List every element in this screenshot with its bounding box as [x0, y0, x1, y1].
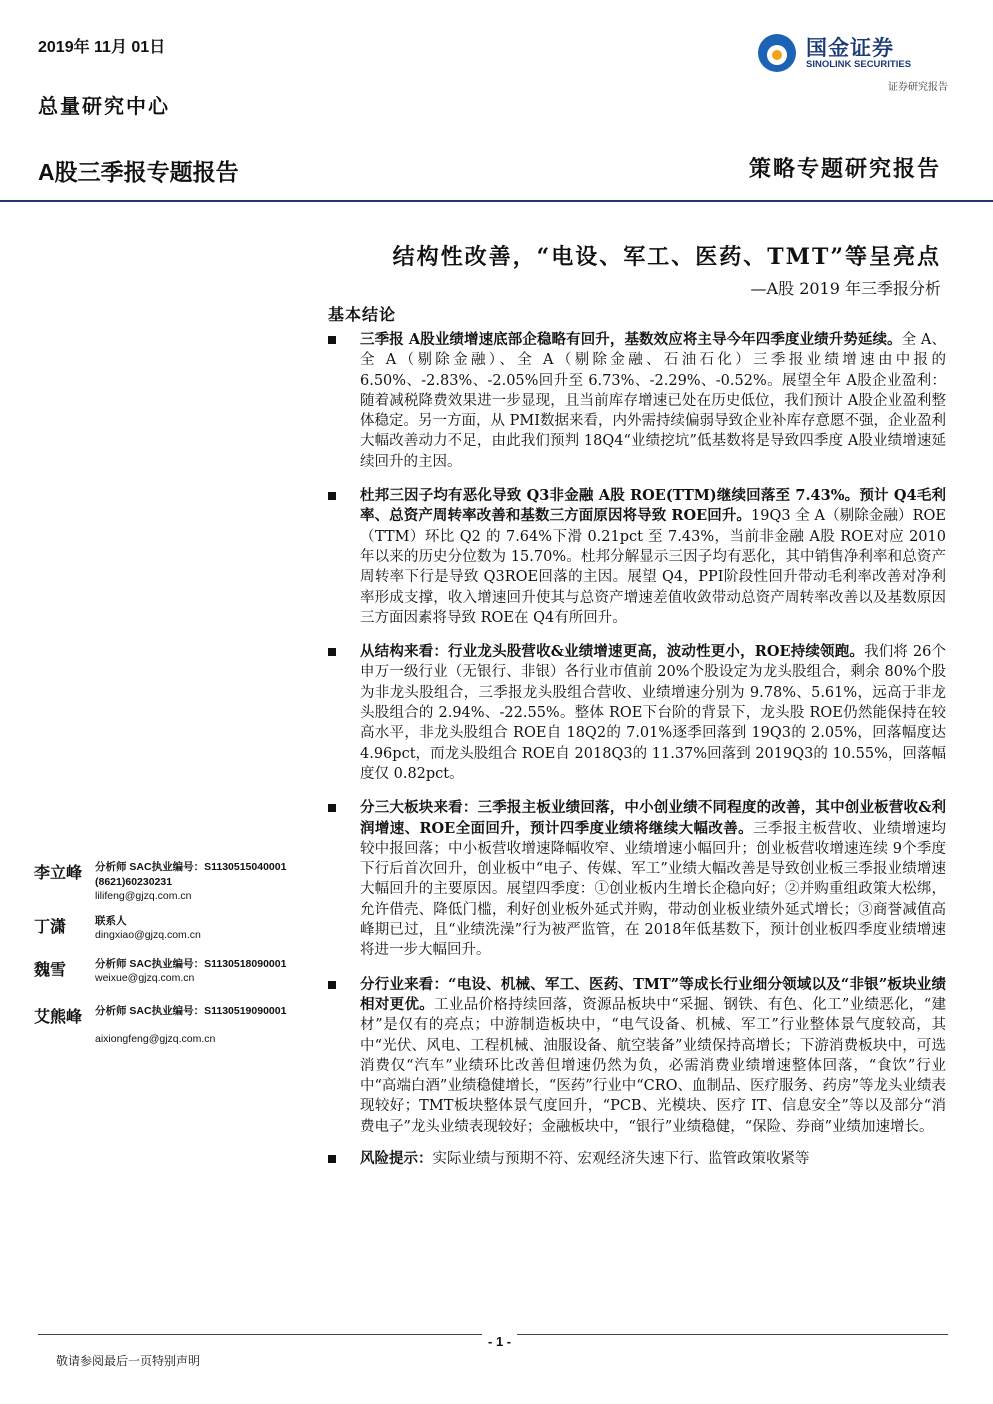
logo-name-cn: 国金证券	[806, 37, 894, 60]
analyst-email[interactable]: weixue@gjzq.com.cn	[95, 972, 195, 984]
analyst-role: 分析师 SAC执业编号：S1130519090001	[95, 1004, 287, 1017]
analyst-card	[34, 860, 314, 904]
analyst-phone: (8621)60230231	[95, 875, 173, 888]
analyst-list	[34, 860, 314, 1053]
list-item	[328, 486, 946, 628]
bullet-lead: 分行业来看：“电设、机械、军工、医药、TMT”等成长行业细分领域以及“非银”板块业绩相对更优。	[360, 975, 946, 1013]
headline: 结构性改善，“电设、军工、医药、TMT”等呈亮点	[392, 244, 941, 270]
bullet-square-icon	[328, 336, 336, 344]
analyst-role: 分析师 SAC执业编号：S1130515040001	[95, 861, 287, 873]
list-item	[328, 330, 946, 472]
analyst-card	[34, 914, 314, 943]
page-number: - 1 -	[482, 1334, 517, 1349]
company-logo	[758, 32, 948, 94]
bullet-square-icon	[328, 648, 336, 656]
analyst-card	[34, 957, 314, 986]
header-divider	[0, 200, 993, 202]
analyst-email[interactable]: aixiongfeng@gjzq.com.cn	[95, 1033, 216, 1045]
analyst-role: 分析师 SAC执业编号：S1130518090001	[95, 957, 287, 970]
bullet-text: 我们将 26个申万一级行业（无银行、非银）各行业市值前 20%个股设定为龙头股组合，剩余 80%个股为非龙头股组合，三季报龙头股组合营收、业绩增速分别为 9.78%、5.61%，远高于非龙头股组合的 2.94%、-22.55%。整体 ROE下台阶的背景下，龙头股 ROE仍然能保持在较高水平，非龙头股组合 ROE自 18Q2的 7.01%逐季回落到 19Q3的 2.05%，回落幅度达 4.96pct，而龙头股组合 ROE自 2018Q3的 11.37%回落到 2019Q3的 10.55%，回落幅度仅 0.82pct。	[360, 644, 946, 782]
list-item	[328, 798, 946, 960]
bullet-lead: 杜邦三因子均有恶化导致 Q3非金融 A股 ROE(TTM)继续回落至 7.43%。预计 Q4毛利率、总资产周转率改善和基数三方面原因将导致 ROE回升。	[360, 487, 946, 525]
logo-mark-icon	[758, 34, 796, 72]
report-type: 策略专题研究报告	[748, 156, 941, 182]
list-item	[328, 975, 946, 1137]
research-center: 总量研究中心	[38, 94, 170, 118]
bullet-lead: 风险提示：	[360, 1149, 433, 1167]
analyst-card	[34, 1004, 314, 1047]
analyst-name: 丁潇	[34, 916, 67, 936]
bullet-square-icon	[328, 981, 336, 989]
logo-name-en: SINOLINK SECURITIES	[806, 59, 912, 70]
footer-disclaimer-note: 敬请参阅最后一页特别声明	[56, 1354, 201, 1368]
analyst-name: 魏雪	[34, 959, 67, 979]
bullet-square-icon	[328, 1155, 336, 1163]
bullet-square-icon	[328, 804, 336, 812]
bullet-lead: 分三大板块来看：三季报主板业绩回落，中小创业绩不同程度的改善，其中创业板营收&利润增速、ROE全面回升，预计四季度业绩将继续大幅改善。	[360, 799, 946, 837]
logo-subtitle: 证券研究报告	[888, 82, 948, 93]
report-date: 2019年 11月 01日	[38, 39, 166, 56]
list-item	[328, 642, 946, 784]
bullet-lead: 三季报 A股业绩增速底部企稳略有回升，基数效应将主导今年四季度业绩升势延续。	[360, 331, 902, 348]
bullet-text: 19Q3 全 A（剔除金融）ROE（TTM）环比 Q2 的 7.64%下滑 0.21pct 至 7.43%，当前非金融 A股 ROE对应 2010年以来的历史分位数为 15.70%。杜邦分解显示三因子均有恶化，其中销售净利率和总资产周转率下行是导致 Q3ROE回落的主因。展望 Q4，PPI阶段性回升带动毛利率改善对净利率形成支撑，收入增速回升使其与总资产增速差值收敛带动总资产周转率改善以及基数原因三方面因素将导致 ROE在 Q4有所回升。	[360, 508, 946, 626]
conclusion-list	[328, 330, 946, 1169]
section-title: 基本结论	[328, 305, 397, 324]
analyst-email[interactable]: lilifeng@gjzq.com.cn	[95, 890, 192, 902]
report-title: A股三季报专题报告	[38, 159, 239, 185]
bullet-text: 实际业绩与预期不符、宏观经济失速下行、监管政策收紧等	[432, 1150, 810, 1167]
bullet-text: 全 A、全 A（剔除金融）、全 A（剔除金融、石油石化）三季报业绩增速由中报的 6.50%、-2.83%、-2.05%回升至 6.73%、-2.29%、-0.52%。展望全年 A股企业盈利：随着减税降费效果进一步显现，且当前库存增速已处在历史低位，我们预计 A股企业盈利整体稳定。另一方面，从 PMI数据来看，内外需持续偏弱导致企业补库存意愿不强，企业盈利大幅改善动力不足，由此我们预判 18Q4“业绩挖坑”低基数将是导致四季度 A股业绩增速延续回升的主因。	[360, 332, 946, 470]
analyst-name: 李立峰	[34, 863, 83, 882]
subheadline: —A股 2019 年三季报分析	[750, 279, 941, 298]
list-item	[328, 1149, 946, 1169]
bullet-text: 三季报主板营收、业绩增速均较中报回落；中小板营收增速降幅收窄、业绩增速小幅回升；创业板营收增速连续 9个季度下行后首次回升，创业板中“电子、传媒、军工”业绩大幅改善是导致创业板三季报业绩增速大幅回升的主要原因。展望四季度：①创业板内生增长企稳向好；②并购重组政策大松绑，允许借壳、降低门槛，利好创业板外延式并购，带动创业板业绩外延式增长；③商誉减值高峰期已过，且“业绩洗澡”行为被严监管，在 2018年低基数下，预计创业板四季度业绩增速将进一步大幅回升。	[360, 820, 947, 959]
analyst-role: 联系人	[95, 914, 127, 927]
bullet-text: 工业品价格持续回落，资源品板块中“采掘、钢铁、有色、化工”业绩恶化，“建材”是仅有的亮点；中游制造板块中，“电气设备、机械、军工”行业整体景气度较高，其中“光伏、风电、工程机械、油服设备、航空装备”业绩保持高增长；下游消费板块中，可选消费仅“汽车”业绩环比改善但增速仍然为负，必需消费业绩增速整体回落，“食饮”行业中“高端白酒”业绩稳健增长，“医药”行业中“CRO、血制品、医疗服务、药房”等龙头业绩表现较好；TMT板块整体景气度回升，“PCB、光模块、医疗 IT、信息安全”等以及部分“消费电子”龙头业绩表现较好；金融板块中，“银行”业绩稳健，“保险、券商”业绩加速增长。	[360, 996, 946, 1135]
analyst-name: 艾熊峰	[34, 1006, 83, 1026]
bullet-square-icon	[328, 492, 336, 500]
analyst-email[interactable]: dingxiao@gjzq.com.cn	[95, 929, 201, 941]
bullet-lead: 从结构来看：行业龙头股营收&业绩增速更高，波动性更小，ROE持续领跑。	[360, 643, 865, 661]
